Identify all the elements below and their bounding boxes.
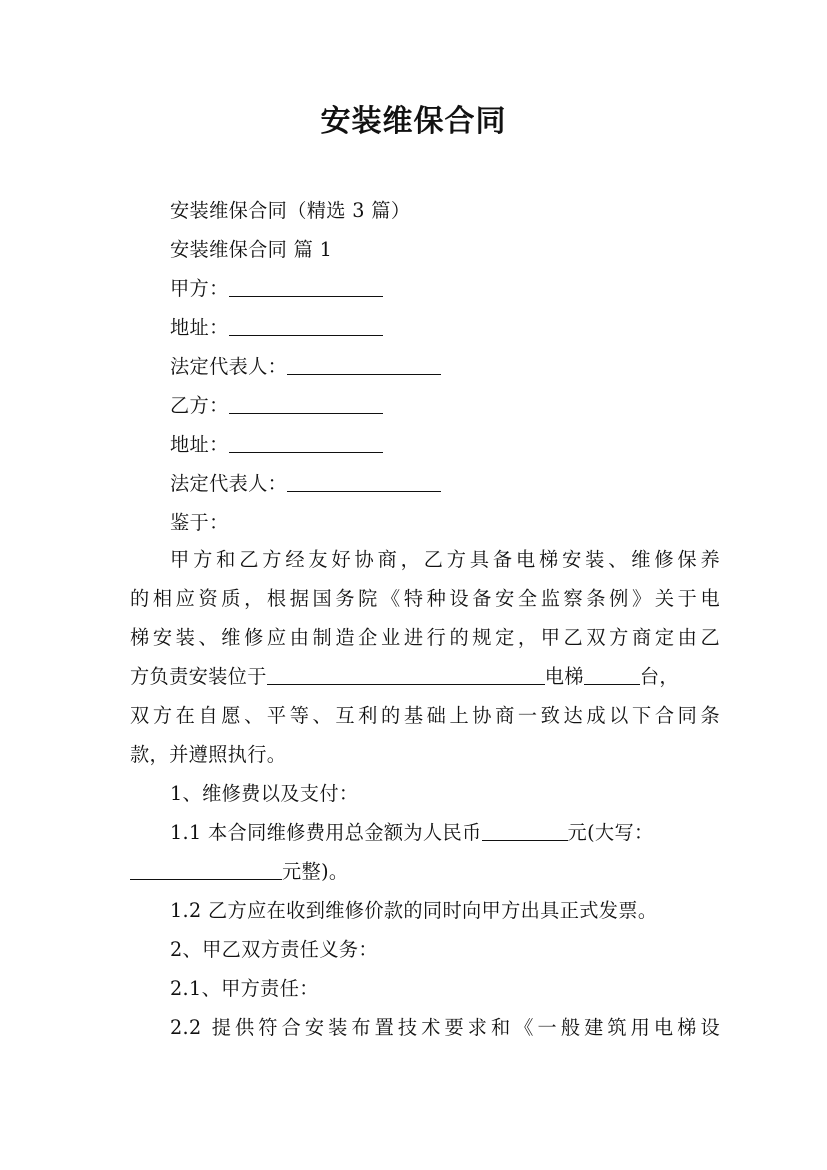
paragraph-line: 的相应资质，根据国务院《特种设备安全监察条例》关于电 [130, 587, 720, 610]
section-1-heading: 1、维修费以及支付： [170, 782, 359, 805]
party-b-blank [229, 393, 383, 414]
location-blank [267, 664, 545, 685]
elevator-label: 电梯 [544, 665, 584, 688]
amount-suffix: 元整)。 [282, 860, 349, 883]
party-b-address-label: 地址： [170, 433, 229, 456]
section-2-heading: 2、甲乙双方责任义务： [170, 938, 378, 961]
party-b-address-line [170, 430, 720, 460]
party-a-address-line [170, 313, 720, 343]
party-a-rep-blank [287, 354, 441, 375]
elevator-count-blank [584, 664, 640, 685]
party-a-address-label: 地址： [170, 316, 229, 339]
document-subtitle: 安装维保合同（精选 3 篇） [170, 199, 411, 222]
party-b-address-blank [229, 432, 383, 453]
document-title: 安装维保合同 [320, 104, 507, 139]
unit-label: 台， [639, 665, 679, 688]
paragraph-line: 梯安装、维修应由制造企业进行的规定，甲乙双方商定由乙 [130, 626, 720, 649]
party-a-rep-label: 法定代表人： [170, 355, 288, 378]
party-b-label: 乙方： [170, 394, 229, 417]
party-b-rep-blank [287, 471, 441, 492]
party-b-rep-line [170, 469, 720, 499]
section-heading: 安装维保合同 篇 1 [170, 238, 333, 261]
location-prefix: 方负责安装位于 [130, 665, 267, 688]
paragraph-line: 甲方和乙方经友好协商，乙方具备电梯安装、维修保养 [170, 548, 720, 571]
party-a-address-blank [229, 315, 383, 336]
clause-1-1-text: 1.1 本合同维修费用总金额为人民币 [170, 821, 482, 844]
party-b-rep-label: 法定代表人： [170, 472, 288, 495]
party-a-rep-line [170, 352, 720, 382]
party-b-line [170, 391, 720, 421]
party-a-blank [229, 276, 383, 297]
clause-2-1: 2.1、甲方责任： [170, 977, 319, 1000]
clause-1-1-cont [130, 857, 720, 887]
amount-uppercase-blank [130, 859, 282, 880]
amount-blank [482, 820, 568, 841]
clause-1-1-line [170, 818, 720, 848]
clause-2-2: 2.2 提供符合安装布置技术要求和《一般建筑用电梯设 [170, 1016, 720, 1039]
paragraph-line: 款，并遵照执行。 [130, 743, 287, 766]
paragraph-line: 双方在自愿、平等、互利的基础上协商一致达成以下合同条 [130, 704, 720, 727]
paragraph-line-location [130, 662, 720, 692]
party-a-line [170, 274, 720, 304]
party-a-label: 甲方： [170, 277, 229, 300]
amount-uppercase-label: 元(大写： [567, 821, 654, 844]
clause-1-2: 1.2 乙方应在收到维修价款的同时向甲方出具正式发票。 [170, 899, 658, 922]
whereas-label: 鉴于： [170, 511, 229, 534]
